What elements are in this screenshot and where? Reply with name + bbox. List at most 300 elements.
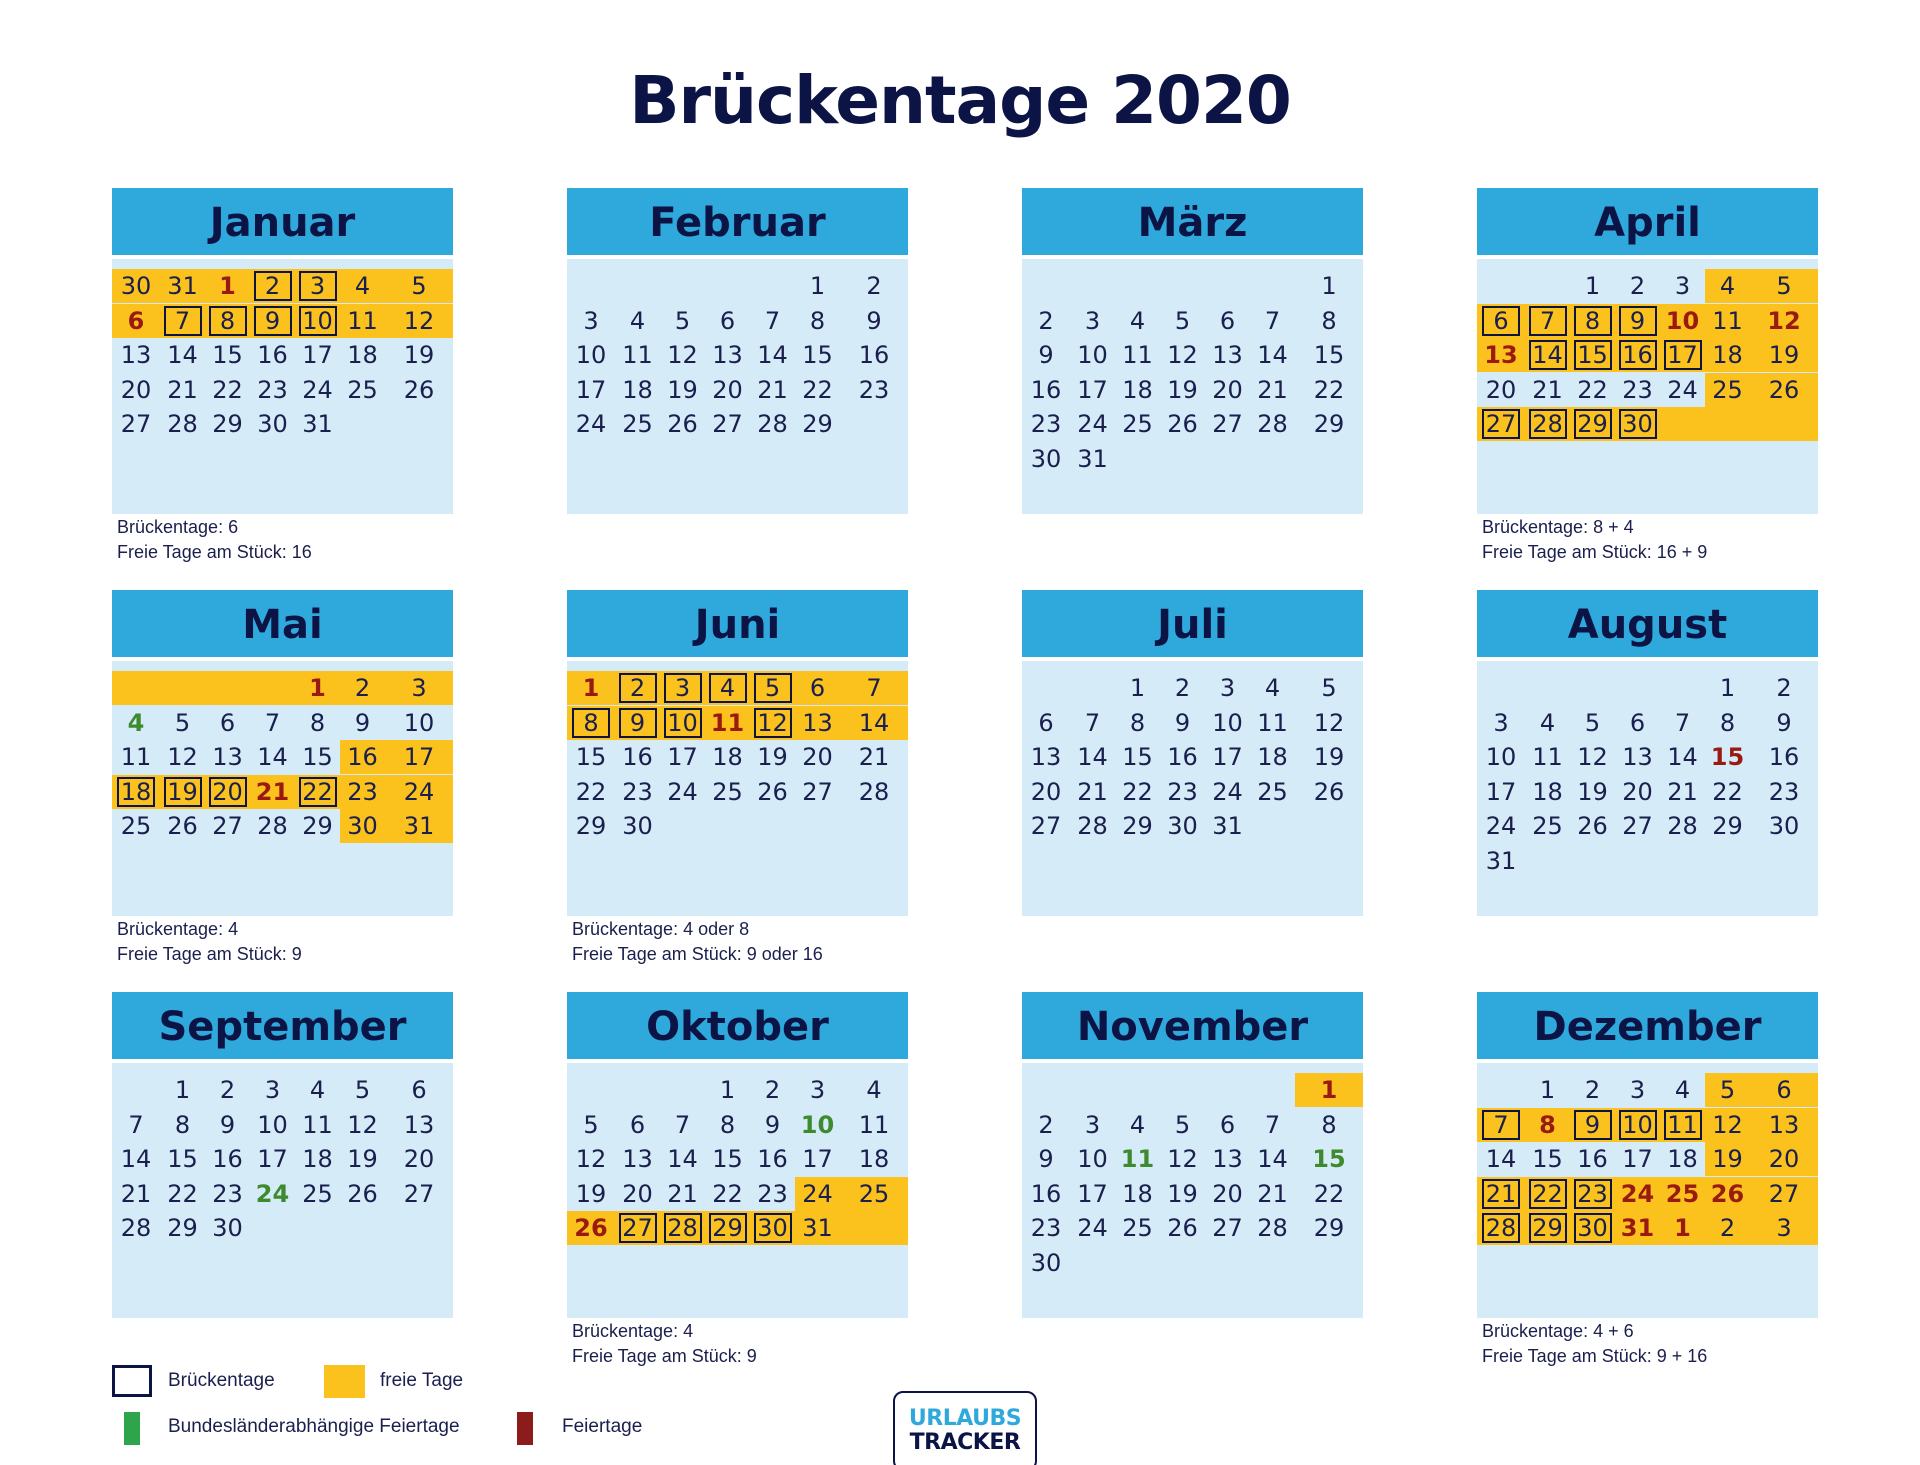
day-cell [1477,1177,1525,1211]
day-number: 3 [664,673,702,703]
day-cell [1205,1142,1250,1176]
day-cell [567,1142,615,1176]
day-cell [1705,1108,1750,1142]
day-number: 1 [309,674,326,702]
day-number: 30 [1768,812,1800,840]
day-number: 10 [299,306,337,336]
day-number: 16 [1577,1145,1608,1173]
day-cell [840,1211,908,1245]
day-cell [840,1177,908,1211]
day-number: 26 [574,1214,608,1242]
day-cell [1070,407,1115,441]
day-cell [1570,1073,1615,1107]
day-number: 4 [629,306,646,335]
day-number: 15 [1574,340,1612,370]
day-cell [112,269,160,303]
day-number: 29 [1313,410,1345,438]
day-cell [1570,809,1615,843]
day-number: 24 [1077,410,1108,438]
month-body [1477,1063,1818,1318]
day-cell [1070,775,1115,809]
day-cell [295,304,340,338]
day-cell [205,1177,250,1211]
day-cell [1705,1073,1750,1107]
day-cell [660,338,705,372]
day-cell [705,1142,750,1176]
day-number: 27 [802,777,833,806]
day-number: 13 [1622,743,1653,771]
legend-free-swatch [324,1365,365,1398]
day-cell [1115,671,1160,705]
day-number: 6 [1482,306,1520,336]
day-cell [1705,740,1750,774]
day-cell [840,1142,908,1176]
day-cell [795,304,840,338]
day-cell [1295,1073,1363,1107]
day-number: 31 [1212,812,1243,840]
day-number: 24 [1077,1214,1108,1242]
day-number: 10 [1212,708,1243,737]
day-cell [615,1211,660,1245]
day-number: 30 [1619,409,1657,439]
day-number: 30 [1030,1248,1062,1277]
day-cell [1750,1108,1818,1142]
day-cell [1295,338,1363,372]
day-number: 9 [1776,708,1792,737]
day-number: 3 [809,1076,826,1104]
day-cell [750,706,795,740]
day-number: 28 [858,777,890,806]
day-cell [1477,706,1525,740]
day-number: 21 [120,1179,152,1208]
day-number: 13 [1212,341,1243,369]
day-cell [1750,1177,1818,1211]
day-cell [1477,407,1525,441]
day-number: 7 [1084,708,1101,737]
day-cell [1660,1108,1705,1142]
day-cell [1070,373,1115,407]
day-number: 1 [174,1076,191,1104]
day-number: 25 [1712,375,1743,404]
day-number: 30 [120,272,152,300]
month-header: Januar [112,188,453,255]
day-cell [1705,809,1750,843]
day-number: 19 [1768,341,1800,369]
day-number: 4 [709,673,747,703]
day-cell [840,740,908,774]
day-cell [1250,304,1295,338]
month-header: Oktober [567,992,908,1059]
day-number: 23 [622,777,653,806]
day-cell [795,373,840,407]
day-cell [660,304,705,338]
day-number: 15 [1710,743,1745,771]
day-cell [615,706,660,740]
day-number: 11 [1712,306,1743,335]
day-cell [1615,1108,1660,1142]
day-cell [1115,373,1160,407]
day-number: 12 [167,743,198,771]
day-number: 11 [302,1110,333,1139]
day-number: 30 [622,812,653,840]
day-number: 19 [1577,777,1608,806]
day-cell [340,1142,385,1176]
day-number: 20 [1622,777,1653,806]
day-number: 13 [802,708,833,737]
day-number: 24 [575,410,607,438]
day-cell [1205,1211,1250,1245]
day-number: 17 [802,1145,833,1173]
day-cell [1160,304,1205,338]
day-cell [1070,740,1115,774]
day-cell [160,775,205,809]
day-number: 28 [1257,410,1288,438]
day-cell [1250,407,1295,441]
day-cell [1022,1108,1070,1142]
month-header: November [1022,992,1363,1059]
day-cell [1750,1073,1818,1107]
day-number: 15 [712,1145,743,1173]
day-number: 7 [1674,708,1691,737]
day-cell [295,671,340,705]
day-cell [660,373,705,407]
day-number: 4 [1129,306,1146,335]
day-cell [1160,809,1205,843]
day-number: 25 [302,1179,333,1208]
day-cell [1615,775,1660,809]
day-cell [1660,407,1705,441]
day-number: 1 [219,272,236,300]
day-number: 18 [1532,777,1563,806]
day-cell [112,304,160,338]
day-number: 26 [1313,777,1345,806]
day-number: 26 [347,1179,378,1208]
day-number: 16 [622,743,653,771]
day-number: 29 [167,1214,198,1242]
day-cell [1705,373,1750,407]
day-number: 12 [575,1145,607,1173]
day-cell [160,809,205,843]
day-number: 13 [1212,1145,1243,1173]
day-cell [1250,1211,1295,1245]
day-number: 24 [1667,375,1698,404]
day-cell [1115,809,1160,843]
day-cell [160,373,205,407]
day-cell [1705,304,1750,338]
day-cell [1477,1142,1525,1176]
legend-holiday-label: Feiertage [562,1416,643,1437]
day-cell [705,304,750,338]
day-number: 11 [858,1110,890,1139]
day-cell [250,671,295,705]
day-cell [1295,671,1363,705]
day-cell [660,740,705,774]
day-cell [705,373,750,407]
day-number: 21 [255,777,290,806]
day-number: 16 [1030,375,1062,404]
day-number: 4 [1674,1076,1691,1104]
day-number: 9 [1038,1145,1054,1173]
day-number: 3 [1084,1110,1101,1139]
day-cell [1205,304,1250,338]
day-cell [660,671,705,705]
day-number: 5 [174,708,191,737]
day-cell [615,407,660,441]
day-cell [160,304,205,338]
day-cell [1570,407,1615,441]
day-number: 12 [754,708,792,738]
day-number: 29 [1574,409,1612,439]
day-cell [1660,269,1705,303]
day-cell [1205,407,1250,441]
day-cell [795,706,840,740]
day-number: 1 [719,1076,736,1104]
day-number: 14 [1485,1145,1517,1173]
day-cell [1022,407,1070,441]
day-number: 7 [264,708,281,737]
month-body [1022,259,1363,514]
day-number: 17 [1485,777,1517,806]
day-cell [750,775,795,809]
day-cell [567,1108,615,1142]
day-number: 25 [1122,1214,1153,1242]
month-note [117,515,457,565]
day-cell [1750,706,1818,740]
day-number: 20 [622,1179,653,1208]
day-cell [295,706,340,740]
day-number: 6 [219,708,236,737]
day-cell [840,338,908,372]
day-number: 24 [302,375,333,404]
day-number: 21 [1257,1179,1288,1208]
day-number: 11 [1664,1110,1702,1140]
day-cell [250,338,295,372]
day-number: 14 [757,341,788,369]
day-number: 25 [712,777,743,806]
day-cell [1570,373,1615,407]
day-number: 22 [1122,777,1153,806]
day-number: 30 [754,1213,792,1243]
day-number: 9 [619,708,657,738]
day-cell [1615,1073,1660,1107]
day-cell [250,304,295,338]
legend-bridge-swatch [112,1365,152,1397]
day-cell [340,1073,385,1107]
day-cell [1160,338,1205,372]
day-cell [1570,1177,1615,1211]
day-number: 3 [1084,306,1101,335]
day-number: 20 [1768,1145,1800,1173]
day-number: 3 [1776,1214,1792,1242]
day-number: 3 [1219,674,1236,702]
day-number: 26 [1710,1179,1745,1208]
day-cell [340,740,385,774]
day-cell [1115,304,1160,338]
day-cell [1115,338,1160,372]
day-cell [567,1177,615,1211]
day-number: 10 [1077,341,1108,369]
day-cell [1160,671,1205,705]
day-cell [250,775,295,809]
day-number: 25 [1257,777,1288,806]
day-cell [1660,1073,1705,1107]
day-number: 5 [1321,674,1337,702]
day-number: 25 [858,1179,890,1208]
day-cell [1525,1142,1570,1176]
day-cell [1070,1142,1115,1176]
day-number: 5 [354,1076,371,1104]
month-2 [567,188,908,514]
day-number: 29 [802,410,833,438]
day-cell [1477,740,1525,774]
day-cell [205,407,250,441]
day-cell [295,373,340,407]
day-cell [750,671,795,705]
day-number: 13 [1768,1110,1800,1139]
day-number: 20 [1030,777,1062,806]
day-number: 22 [167,1179,198,1208]
day-cell [1022,706,1070,740]
day-number: 6 [1219,1110,1236,1139]
day-number: 30 [347,812,378,840]
day-number: 27 [212,812,243,840]
day-cell [1205,775,1250,809]
day-cell [160,1211,205,1245]
day-number: 9 [1174,708,1191,737]
day-cell [1295,1142,1363,1176]
day-number: 31 [802,1214,833,1242]
day-cell [705,1108,750,1142]
day-number: 14 [667,1145,698,1173]
day-cell [1525,706,1570,740]
day-cell [1477,1211,1525,1245]
day-number: 20 [802,743,833,771]
day-cell [385,373,453,407]
day-cell [705,407,750,441]
day-number: 16 [1768,743,1800,771]
day-number: 19 [164,777,202,807]
day-number: 4 [1719,272,1736,300]
day-number: 8 [209,306,247,336]
day-cell [1750,304,1818,338]
day-number: 1 [1129,674,1146,702]
day-number: 27 [619,1213,657,1243]
day-number: 11 [710,708,745,737]
day-cell [705,671,750,705]
day-cell [840,706,908,740]
day-number: 3 [1629,1076,1646,1104]
day-number: 25 [347,375,378,404]
month-header: Mai [112,590,453,657]
day-cell [385,809,453,843]
day-number: 24 [1620,1179,1655,1208]
day-cell [1615,1177,1660,1211]
day-cell [1705,1211,1750,1245]
day-number: 28 [664,1213,702,1243]
day-number: 28 [257,812,288,840]
day-number: 7 [1482,1110,1520,1140]
day-number: 6 [1776,1076,1792,1104]
day-number: 27 [1212,1214,1243,1242]
day-number: 18 [302,1145,333,1173]
day-cell [1295,1108,1363,1142]
month-4 [1477,188,1818,562]
day-cell [385,304,453,338]
day-cell [1115,775,1160,809]
day-number: 2 [619,673,657,703]
day-number: 15 [802,341,833,369]
day-cell [1295,1177,1363,1211]
day-number: 8 [1539,1110,1556,1139]
day-number: 25 [120,812,152,840]
month-header: April [1477,188,1818,255]
day-cell [705,1177,750,1211]
day-number: 2 [1719,1214,1736,1242]
day-number: 6 [809,674,826,702]
month-body [567,661,908,916]
day-cell [385,1177,453,1211]
day-cell [1295,407,1363,441]
day-cell [1705,775,1750,809]
day-cell [795,1108,840,1142]
day-number: 6 [1219,306,1236,335]
day-cell [1525,740,1570,774]
day-cell [1295,373,1363,407]
month-body [567,1063,908,1318]
day-cell [1477,1108,1525,1142]
day-cell [1205,373,1250,407]
day-number: 9 [1038,341,1054,369]
day-number: 22 [1529,1179,1567,1209]
day-cell [295,775,340,809]
day-cell [1250,775,1295,809]
day-cell [1570,706,1615,740]
legend-bridge-label: Brückentage [168,1370,275,1391]
day-number: 22 [1577,375,1608,404]
day-cell [1160,1211,1205,1245]
month-header: August [1477,590,1818,657]
day-cell [1615,809,1660,843]
day-cell [205,338,250,372]
day-cell [295,269,340,303]
day-number: 14 [1077,743,1108,771]
month-body [1022,661,1363,916]
day-number: 12 [1167,1145,1198,1173]
day-cell [385,1142,453,1176]
day-number: 2 [1038,1110,1054,1139]
day-number: 5 [1584,708,1601,737]
day-cell [385,1073,453,1107]
day-cell [205,1211,250,1245]
day-cell [840,373,908,407]
day-number: 19 [575,1179,607,1208]
day-number: 11 [1257,708,1288,737]
day-number: 19 [757,743,788,771]
day-cell [1750,1142,1818,1176]
day-number: 22 [712,1179,743,1208]
day-number: 12 [1767,306,1801,335]
legend-holiday-swatch [517,1412,533,1445]
day-number: 13 [1484,341,1518,369]
day-number: 2 [254,271,292,301]
day-cell [660,1142,705,1176]
day-cell [1022,373,1070,407]
day-number: 28 [167,410,198,438]
day-cell [1660,1142,1705,1176]
day-number: 19 [347,1145,378,1173]
day-number: 1 [1539,1076,1556,1104]
day-number: 31 [1620,1214,1655,1242]
